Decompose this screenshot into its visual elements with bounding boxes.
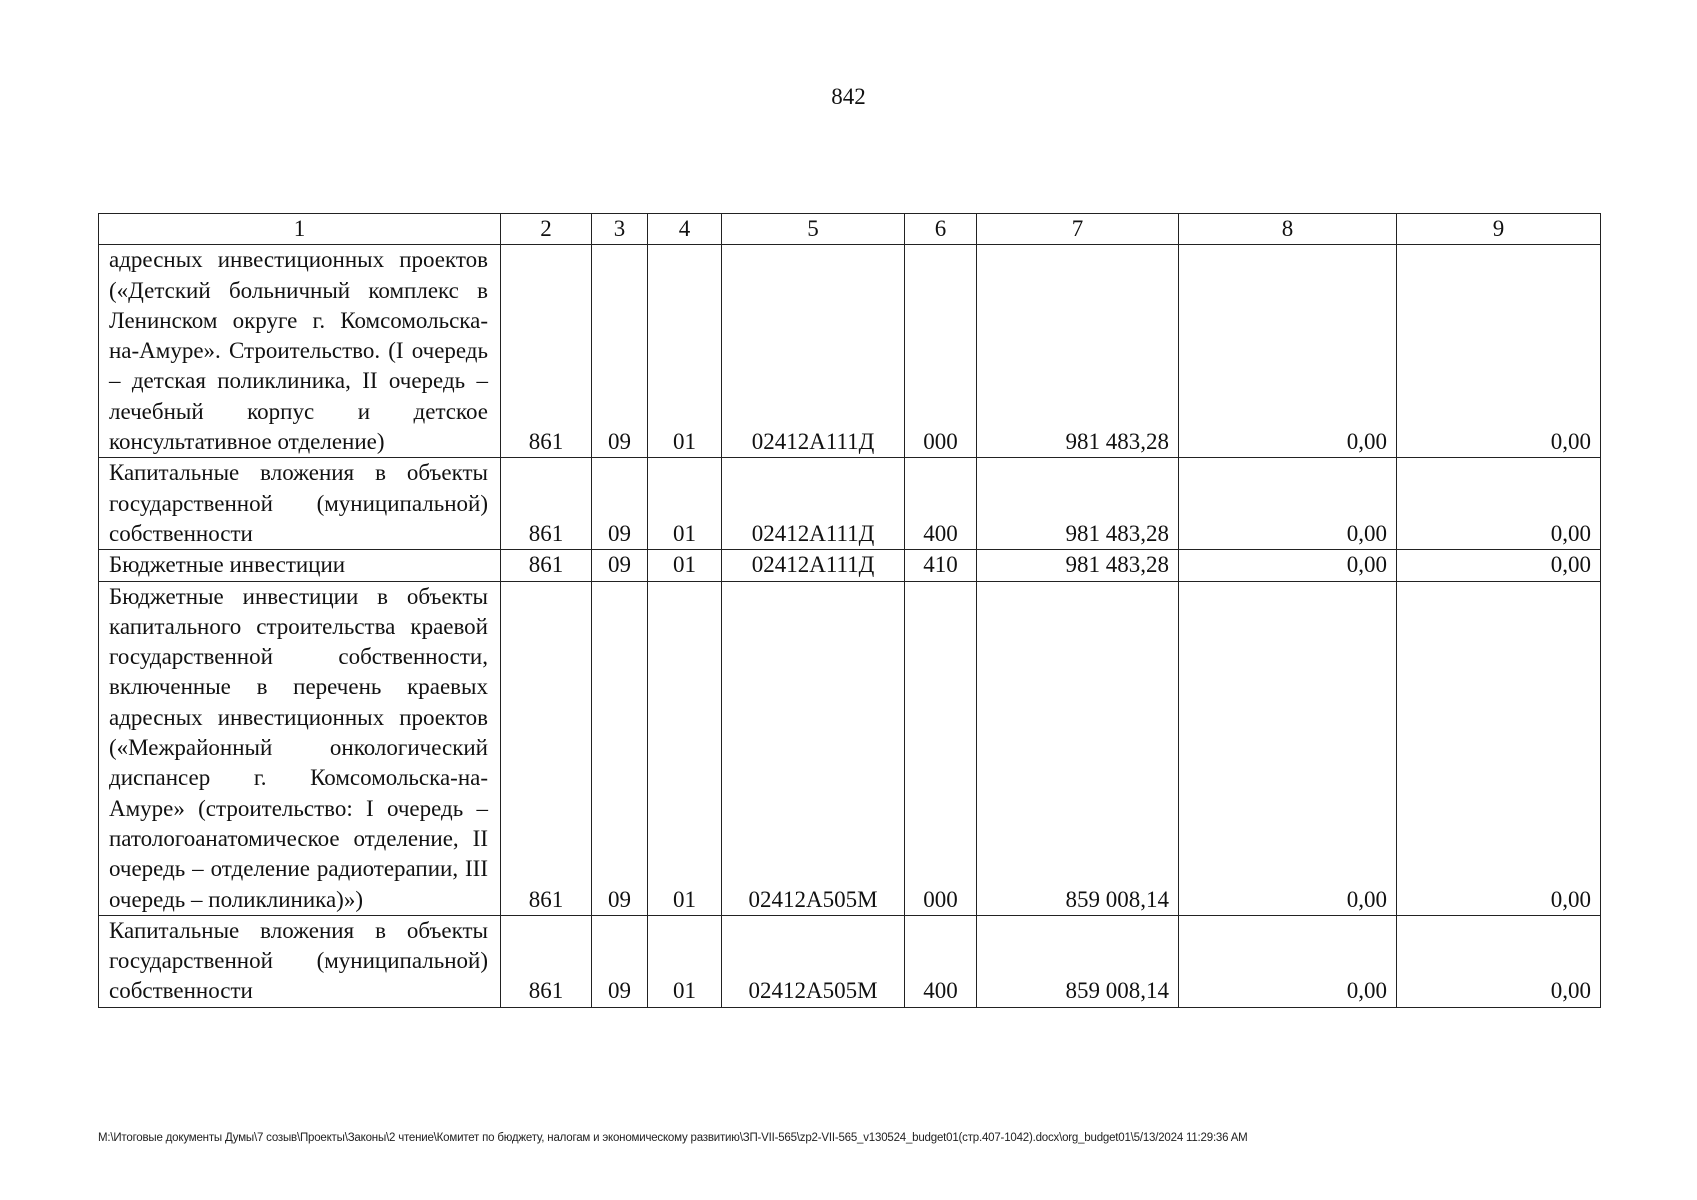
cell-amount-7: 981 483,28 [977, 245, 1179, 458]
cell-subsection: 01 [648, 458, 722, 550]
cell-section: 09 [592, 245, 648, 458]
cell-subsection: 01 [648, 550, 722, 581]
cell-expense-type: 400 [905, 458, 977, 550]
column-header: 4 [648, 214, 722, 245]
cell-ministry-code: 861 [501, 245, 592, 458]
column-header: 1 [99, 214, 501, 245]
table-row [99, 550, 1601, 581]
cell-amount-9: 0,00 [1397, 550, 1601, 581]
column-header: 6 [905, 214, 977, 245]
cell-amount-7: 981 483,28 [977, 458, 1179, 550]
cell-ministry-code: 861 [501, 458, 592, 550]
cell-expense-type: 410 [905, 550, 977, 581]
cell-amount-9: 0,00 [1397, 458, 1601, 550]
column-header: 5 [722, 214, 905, 245]
cell-section: 09 [592, 581, 648, 915]
cell-section: 09 [592, 458, 648, 550]
cell-target-article: 02412А111Д [722, 458, 905, 550]
cell-amount-7: 859 008,14 [977, 915, 1179, 1007]
cell-amount-9: 0,00 [1397, 915, 1601, 1007]
cell-subsection: 01 [648, 915, 722, 1007]
cell-ministry-code: 861 [501, 550, 592, 581]
budget-table [98, 213, 1601, 1008]
table-row [99, 458, 1601, 550]
document-file-path: М:\Итоговые документы Думы\7 созыв\Проекты\Законы\2 чтение\Комитет по бюджету, налогам и экономическому развитию\ЗП-VII-565\zp2-VII-565_v130524_budget01(стр.407-1042).docx\org_budget01\5/13/2024 11:29:36 AM [98, 1132, 1248, 1144]
column-header: 3 [592, 214, 648, 245]
cell-target-article: 02412А111Д [722, 550, 905, 581]
cell-target-article: 02412А505М [722, 915, 905, 1007]
cell-amount-7: 981 483,28 [977, 550, 1179, 581]
cell-expense-type: 000 [905, 245, 977, 458]
row-description: Капитальные вложения в объекты государственной (муниципальной) собственности [99, 458, 501, 550]
row-description: адресных инвестиционных проектов («Детский больничный комплекс в Ленинском округе г. Комсомольска-на-Амуре». Строительство. (I очередь – детская поликлиника, II очередь – лечебный корпус и детское консультативное отделение) [99, 245, 501, 458]
column-header: 8 [1179, 214, 1397, 245]
cell-amount-8: 0,00 [1179, 550, 1397, 581]
cell-amount-7: 859 008,14 [977, 581, 1179, 915]
row-description: Бюджетные инвестиции [99, 550, 501, 581]
cell-ministry-code: 861 [501, 581, 592, 915]
cell-section: 09 [592, 915, 648, 1007]
cell-amount-8: 0,00 [1179, 915, 1397, 1007]
cell-amount-9: 0,00 [1397, 581, 1601, 915]
cell-amount-8: 0,00 [1179, 245, 1397, 458]
column-header: 2 [501, 214, 592, 245]
table-row [99, 915, 1601, 1007]
cell-target-article: 02412А505М [722, 581, 905, 915]
cell-expense-type: 000 [905, 581, 977, 915]
column-header: 7 [977, 214, 1179, 245]
table-row [99, 581, 1601, 915]
cell-expense-type: 400 [905, 915, 977, 1007]
table-header-row [99, 214, 1601, 245]
row-description: Бюджетные инвестиции в объекты капитального строительства краевой государственной собственности, включенные в перечень краевых адресных инвестиционных проектов («Межрайонный онкологический диспансер г. Комсомольска-на-Амуре» (строительство: I очередь – патологоанатомическое отделение, II очередь – отделение радиотерапии, III очередь – поликлиника)») [99, 581, 501, 915]
cell-amount-9: 0,00 [1397, 245, 1601, 458]
row-description: Капитальные вложения в объекты государственной (муниципальной) собственности [99, 915, 501, 1007]
cell-subsection: 01 [648, 245, 722, 458]
cell-amount-8: 0,00 [1179, 458, 1397, 550]
cell-target-article: 02412А111Д [722, 245, 905, 458]
column-header: 9 [1397, 214, 1601, 245]
cell-section: 09 [592, 550, 648, 581]
cell-subsection: 01 [648, 581, 722, 915]
table-row [99, 245, 1601, 458]
cell-amount-8: 0,00 [1179, 581, 1397, 915]
page-number: 842 [831, 84, 866, 109]
cell-ministry-code: 861 [501, 915, 592, 1007]
